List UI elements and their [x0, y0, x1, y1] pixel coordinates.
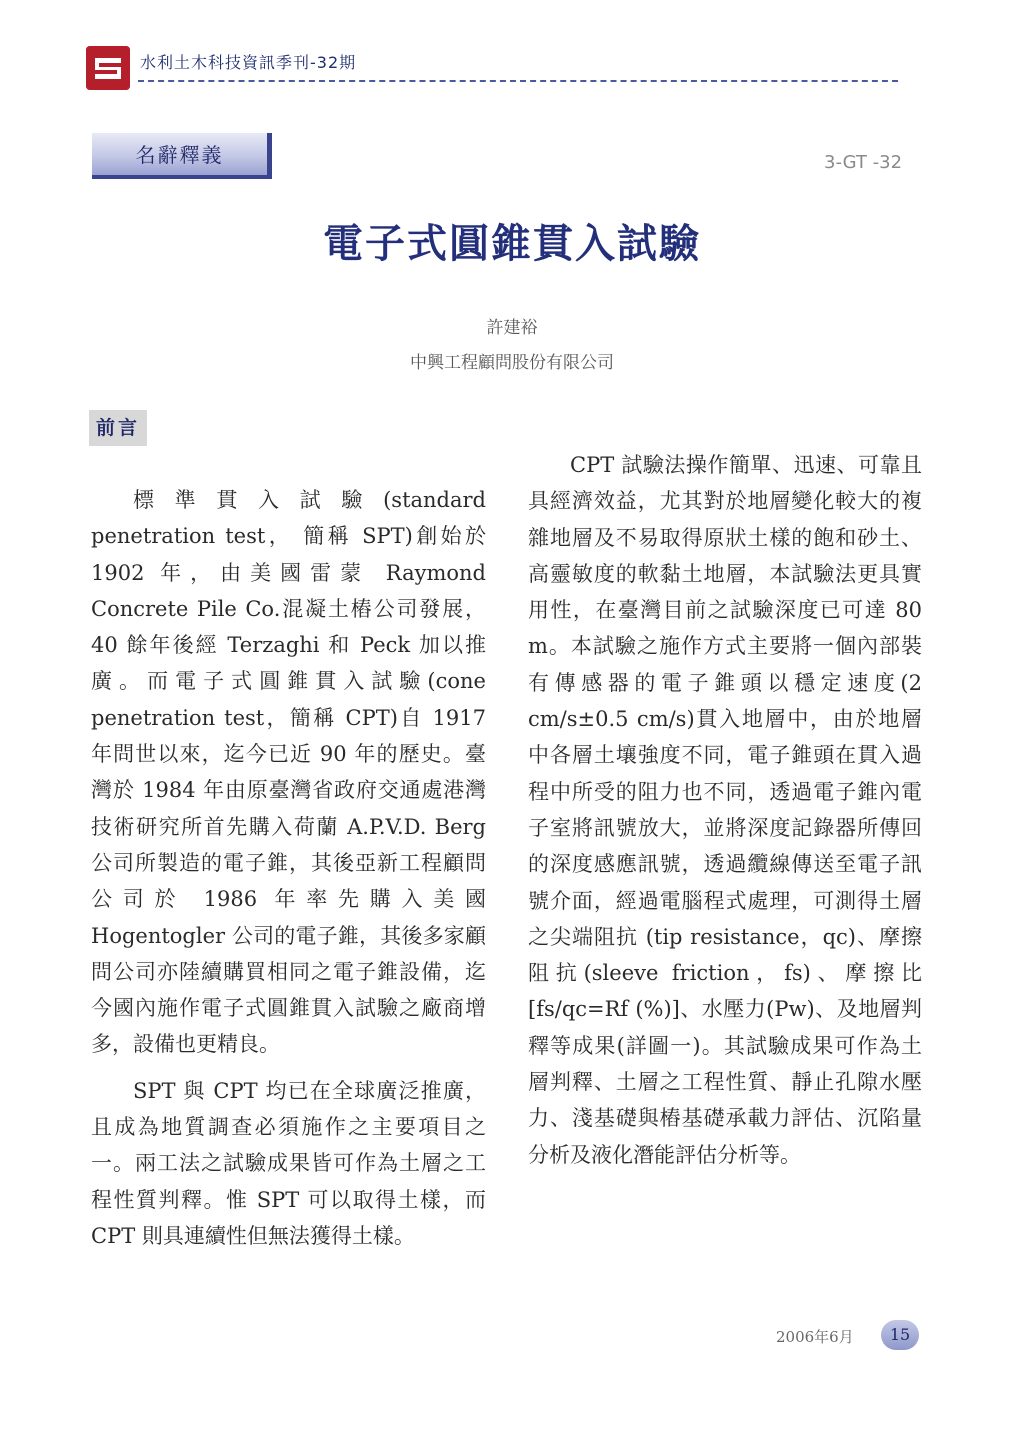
- author-name: 許建裕: [486, 318, 538, 338]
- subsection-heading: [89, 410, 147, 446]
- section-label: 名辭釋義: [135, 143, 224, 167]
- journal-title: 水利土木科技資訊季刊-32期: [140, 53, 357, 72]
- article-code: 3-GT -32: [824, 152, 903, 173]
- header-divider: [138, 80, 898, 82]
- subsection-heading-label: 前言: [95, 417, 140, 439]
- journal-logo-icon: [86, 46, 130, 90]
- page-number: 15: [881, 1320, 919, 1350]
- paragraph: SPT 與 CPT 均已在全球廣泛推廣，且成為地質調查必須施作之主要項目之一。兩工法之試驗成果皆可作為土層之工程性質判釋。惟 SPT 可以取得土樣，而 CPT 則具連續性但無法獲得土樣。: [91, 1078, 486, 1248]
- page-title: 電子式圓錐貫入試驗: [323, 221, 701, 267]
- author-affiliation: 中興工程顧問股份有限公司: [410, 353, 614, 373]
- left-column: [91, 482, 486, 1254]
- paragraph: 標準貫入試驗(standard penetration test， 簡稱 SPT)創始於 1902 年，由美國雷蒙 Raymond Concrete Pile Co.混凝土樁公司發展，40 餘年後經 Terzaghi 和 Peck 加以推廣。而電子式圓錐貫入試驗(cone penetration test，簡稱 CPT)自 1917 年問世以來，迄今已近 90 年的歷史。臺灣於 1984 年由原臺灣省政府交通處港灣技術研究所首先購入荷蘭 A.P.V.D. Berg 公司所製造的電子錐，其後亞新工程顧問公司於 1986 年率先購入美國 Hogentogler 公司的電子錐，其後多家顧問公司亦陸續購買相同之電子錐設備，迄今國內施作電子式圓錐貫入試驗之廠商增多，設備也更精良。: [91, 488, 486, 1057]
- section-tab: [92, 133, 272, 179]
- issue-date: 2006年6月: [776, 1328, 854, 1346]
- paragraph: CPT 試驗法操作簡單、迅速、可靠且具經濟效益，尤其對於地層變化較大的複雜地層及不易取得原狀土樣的飽和砂土、高靈敏度的軟黏土地層，本試驗法更具實用性，在臺灣目前之試驗深度已可達 80 m。本試驗之施作方式主要將一個內部裝有傳感器的電子錐頭以穩定速度(2 cm/s±0.5 cm/s)貫入地層中，由於地層中各層土壤強度不同，電子錐頭在貫入過程中所受的阻力也不同，透過電子錐內電子室將訊號放大，並將深度記錄器所傳回的深度感應訊號，透過纜線傳送至電子訊號介面，經過電腦程式處理，可測得土層之尖端阻抗 (tip resistance，qc)、摩擦阻抗(sleeve friction，fs)、摩擦比[fs/qc=Rf (%)]、水壓力(Pw)、及地層判釋等成果(詳圖一)。其試驗成果可作為土層判釋、土層之工程性質、靜止孔隙水壓力、淺基礎與樁基礎承載力評估、沉陷量分析及液化潛能評估分析等。: [528, 453, 922, 1167]
- right-column: [528, 447, 922, 1173]
